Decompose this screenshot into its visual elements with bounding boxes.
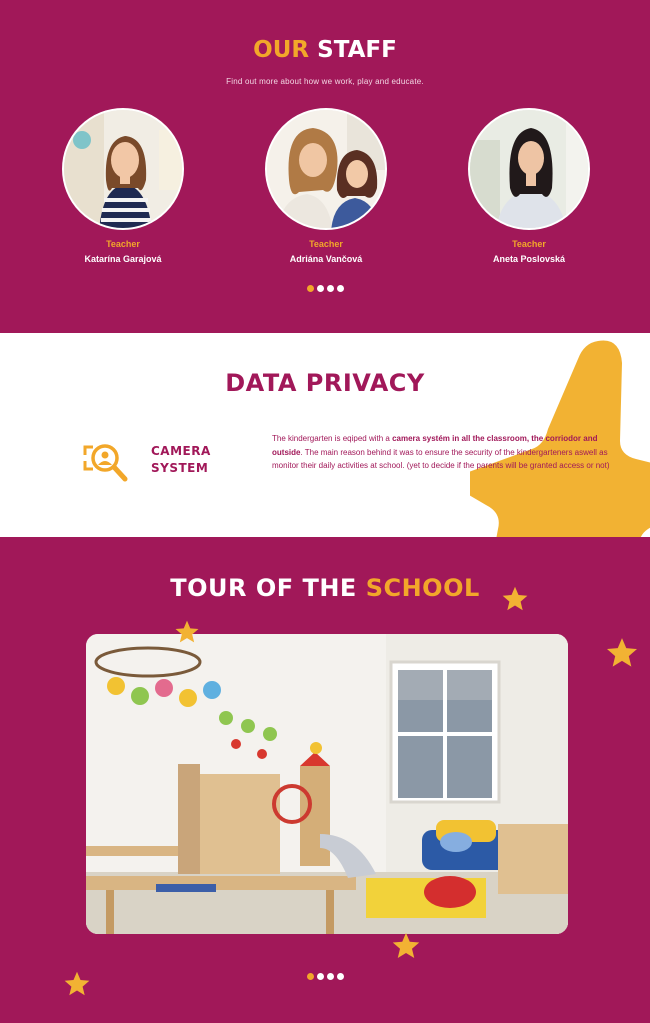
tour-title-white: TOUR OF THE xyxy=(170,574,357,602)
carousel-dot[interactable] xyxy=(307,973,314,980)
staff-name: Aneta Poslovská xyxy=(492,254,566,264)
star-decoration-icon xyxy=(391,931,421,961)
tour-section xyxy=(0,537,650,1023)
camera-search-icon xyxy=(83,441,131,483)
staff-title-accent: OUR xyxy=(253,37,310,63)
tour-title xyxy=(0,574,650,602)
tour-title-accent: SCHOOL xyxy=(365,574,480,602)
tour-carousel-dots xyxy=(0,973,650,980)
camera-label-line1: CAMERA xyxy=(151,444,211,458)
carousel-dot[interactable] xyxy=(317,285,324,292)
carousel-dot[interactable] xyxy=(327,973,334,980)
privacy-text-intro: The kindergarten is eqiped with a xyxy=(272,434,393,443)
star-decoration-icon xyxy=(63,970,91,998)
staff-carousel-dots xyxy=(0,285,650,292)
staff-member-card[interactable] xyxy=(61,108,185,264)
carousel-dot[interactable] xyxy=(307,285,314,292)
staff-subtitle: Find out more about how we work, play and educate. xyxy=(226,77,424,86)
privacy-description xyxy=(272,432,622,473)
staff-section xyxy=(0,0,650,333)
staff-member-card[interactable] xyxy=(467,108,591,264)
star-decoration-icon xyxy=(501,585,529,613)
carousel-dot[interactable] xyxy=(337,285,344,292)
star-decoration-icon xyxy=(605,636,639,670)
staff-photo xyxy=(468,108,590,230)
staff-member-card[interactable] xyxy=(264,108,388,264)
staff-name: Adriána Vančová xyxy=(289,254,363,264)
staff-role: Teacher xyxy=(309,239,343,249)
staff-title xyxy=(0,37,650,63)
camera-label-line2: SYSTEM xyxy=(151,461,209,475)
staff-name: Katarína Garajová xyxy=(84,254,162,264)
carousel-dot[interactable] xyxy=(317,973,324,980)
star-decoration-icon xyxy=(174,619,200,645)
carousel-dot[interactable] xyxy=(337,973,344,980)
staff-role: Teacher xyxy=(106,239,140,249)
staff-photo xyxy=(265,108,387,230)
privacy-title: DATA PRIVACY xyxy=(225,369,425,397)
staff-photo xyxy=(62,108,184,230)
privacy-text-rest: . The main reason behind it was to ensure the security of the kindergarteners aswell as monitor their daily activities at school. (yet to decide if the parents will be granted access or not) xyxy=(272,447,610,470)
tour-photo[interactable] xyxy=(86,634,568,934)
privacy-section xyxy=(0,333,650,537)
privacy-text-bold: camera systém in all the classroom, the corriodor and outside xyxy=(272,434,598,457)
camera-system-label xyxy=(151,443,211,477)
staff-title-rest: STAFF xyxy=(317,37,397,63)
carousel-dot[interactable] xyxy=(327,285,334,292)
staff-role: Teacher xyxy=(512,239,546,249)
